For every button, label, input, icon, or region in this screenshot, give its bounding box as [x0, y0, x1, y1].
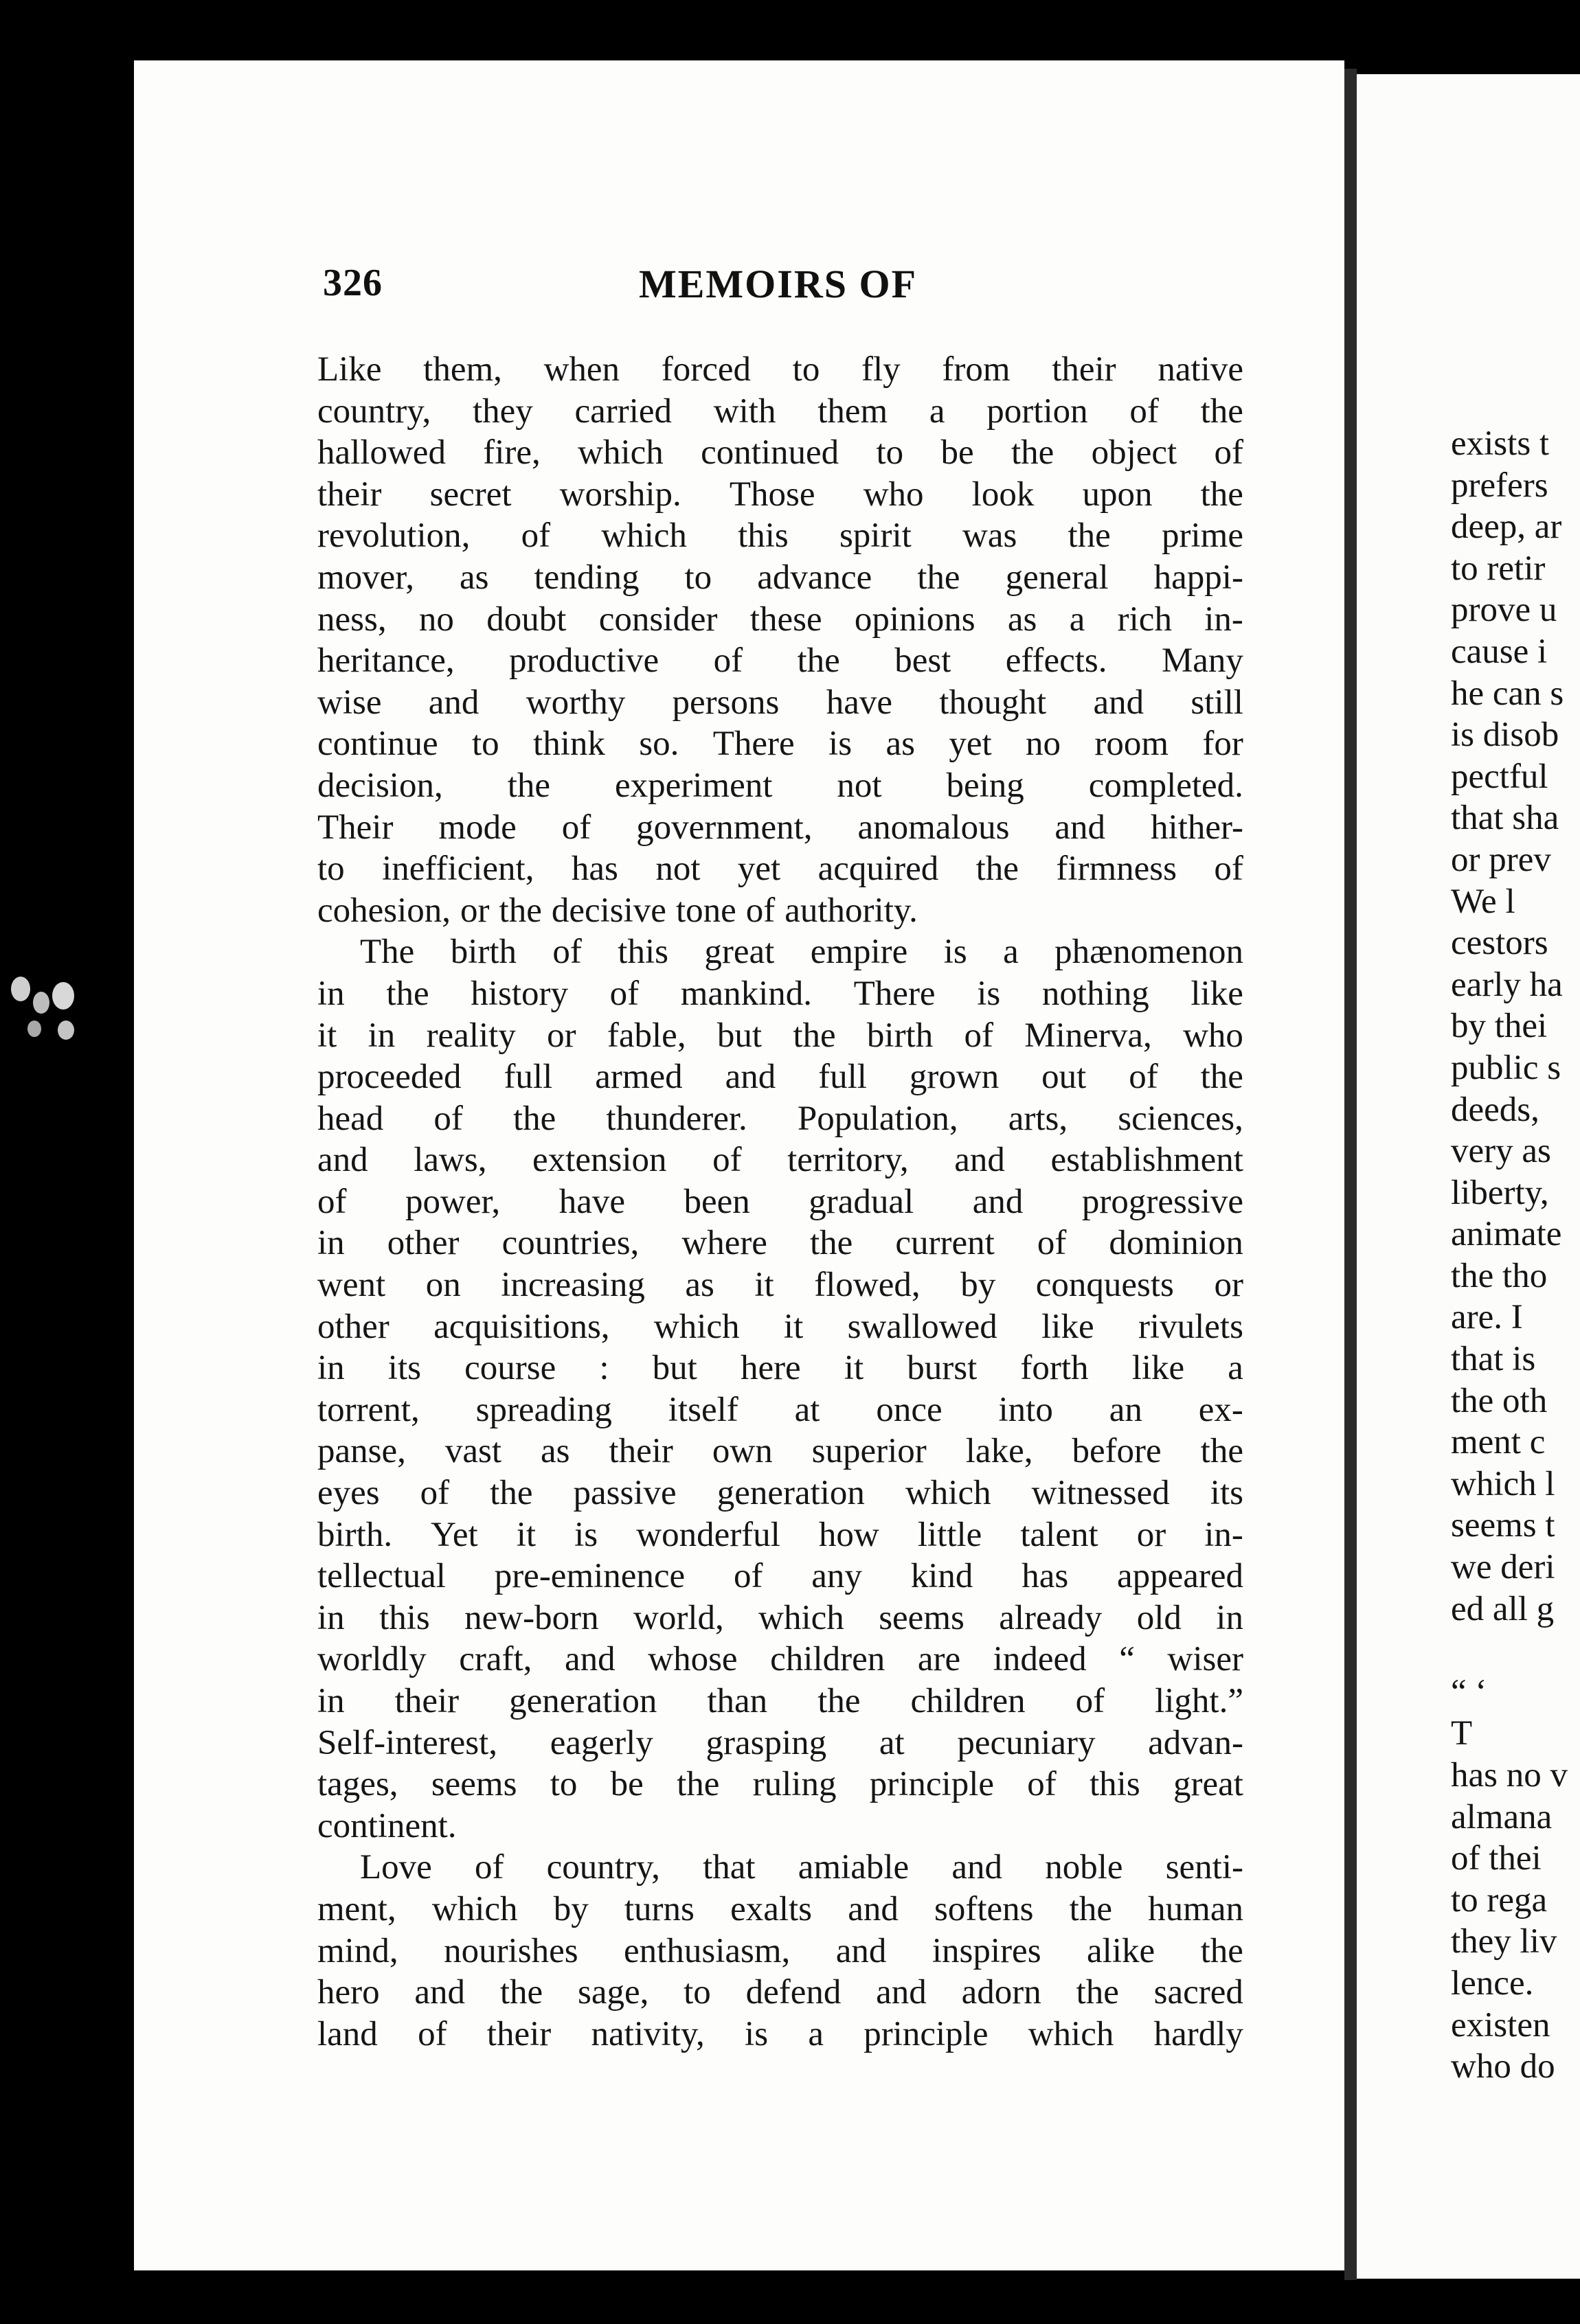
text-line: in this new-born world, which seems already old in: [317, 1598, 1243, 1637]
right-text-line: they liv: [1451, 1922, 1557, 1961]
text-line: in its course : but here it burst forth like a: [317, 1349, 1243, 1388]
margin-smudge-marks: [0, 968, 103, 1051]
right-text-line: animate: [1451, 1215, 1562, 1254]
text-line: mover, as tending to advance the general happi-: [317, 558, 1243, 597]
text-line: tellectual pre-eminence of any kind has appeared: [317, 1557, 1243, 1596]
text-line: their secret worship. Those who look upon the: [317, 475, 1243, 514]
right-text-line: ment c: [1451, 1423, 1546, 1462]
text-line: and laws, extension of territory, and establishment: [317, 1141, 1243, 1180]
right-text-line: lence.: [1451, 1963, 1534, 2003]
text-line: eyes of the passive generation which witnessed its: [317, 1474, 1243, 1513]
book-gutter: [1344, 69, 1357, 2280]
text-line: it in reality or fable, but the birth of Minerva, who: [317, 1016, 1243, 1055]
right-text-line: deep, ar: [1451, 508, 1562, 547]
text-line: went on increasing as it flowed, by conquests or: [317, 1266, 1243, 1305]
text-line: heritance, productive of the best effects. Many: [317, 641, 1243, 681]
right-text-line: public s: [1451, 1048, 1561, 1087]
text-line: hallowed fire, which continued to be the object of: [317, 433, 1243, 472]
right-text-line: exists t: [1451, 424, 1550, 463]
text-line: mind, nourishes enthusiasm, and inspires alike the: [317, 1931, 1243, 1970]
page-number: 326: [323, 262, 383, 304]
text-line: country, they carried with them a portion of the: [317, 391, 1243, 431]
right-text-line: existen: [1451, 2005, 1550, 2044]
text-line: of power, have been gradual and progressive: [317, 1182, 1243, 1221]
right-page-text: [1357, 423, 1580, 2088]
right-text-line: prove u: [1451, 591, 1557, 630]
right-text-line: we deri: [1451, 1548, 1555, 1587]
right-text-line: he can s: [1451, 674, 1564, 713]
right-text-line: to rega: [1451, 1880, 1548, 1919]
text-line: other acquisitions, which it swallowed like rivulets: [317, 1307, 1243, 1346]
right-text-line: or prev: [1451, 840, 1551, 879]
right-text-line: pectful: [1451, 757, 1548, 796]
right-text-line: ed all g: [1451, 1589, 1555, 1628]
text-line: continue to think so. There is as yet no room for: [317, 725, 1243, 764]
text-line: in other countries, where the current of dominion: [317, 1224, 1243, 1263]
right-text-line: the oth: [1451, 1381, 1548, 1420]
text-line: Like them, when forced to fly from their native: [317, 350, 1243, 389]
right-text-line: T: [1451, 1714, 1473, 1753]
running-head: MEMOIRS OF: [639, 262, 918, 306]
text-line: torrent, spreading itself at once into an ex-: [317, 1390, 1243, 1429]
text-line: ness, no doubt consider these opinions as a rich in-: [317, 600, 1243, 639]
text-line: in the history of mankind. There is nothing like: [317, 974, 1243, 1013]
text-line: The birth of this great empire is a phænomenon: [360, 933, 1243, 972]
right-text-line: cause i: [1451, 632, 1548, 671]
text-line: wise and worthy persons have thought and still: [317, 683, 1243, 722]
text-line: Self-interest, eagerly grasping at pecuniary advan-: [317, 1723, 1243, 1762]
right-text-line: early ha: [1451, 965, 1563, 1004]
right-text-line: [1451, 1630, 1580, 1672]
text-line: revolution, of which this spirit was the prime: [317, 516, 1243, 556]
text-line: tages, seems to be the ruling principle of this great: [317, 1765, 1243, 1804]
right-text-line: liberty,: [1451, 1173, 1549, 1212]
text-line: cohesion, or the decisive tone of authority.: [317, 891, 918, 930]
right-text-line: are. I: [1451, 1298, 1523, 1337]
right-text-line: very as: [1451, 1132, 1551, 1171]
right-text-line: seems t: [1451, 1506, 1555, 1545]
right-text-line: who do: [1451, 2047, 1555, 2086]
text-line: panse, vast as their own superior lake, before the: [317, 1432, 1243, 1471]
right-text-line: cestors: [1451, 924, 1548, 963]
right-page: [1357, 74, 1580, 2279]
text-line: birth. Yet it is wonderful how little talent or in-: [317, 1515, 1243, 1554]
text-line: land of their nativity, is a principle which hardly: [317, 2014, 1243, 2053]
right-text-line: has no v: [1451, 1756, 1568, 1795]
right-text-line: “ ‘: [1451, 1672, 1487, 1711]
text-line: proceeded full armed and full grown out of the: [317, 1058, 1243, 1097]
right-text-line: almana: [1451, 1797, 1553, 1836]
right-text-line: by thei: [1451, 1007, 1548, 1046]
text-line: worldly craft, and whose children are indeed “ wiser: [317, 1640, 1243, 1679]
right-text-line: that sha: [1451, 799, 1559, 838]
right-text-line: to retir: [1451, 549, 1546, 588]
right-text-line: which l: [1451, 1464, 1555, 1503]
text-line: continent.: [317, 1806, 457, 1845]
page-header: [323, 261, 1243, 316]
text-line: hero and the sage, to defend and adorn the sacred: [317, 1973, 1243, 2012]
right-text-line: that is: [1451, 1340, 1536, 1379]
text-line: decision, the experiment not being completed.: [317, 766, 1243, 805]
right-text-line: deeds,: [1451, 1090, 1539, 1129]
right-text-line: is disob: [1451, 716, 1559, 755]
text-line: Their mode of government, anomalous and hither-: [317, 808, 1243, 847]
right-text-line: the tho: [1451, 1256, 1548, 1295]
right-text-line: prefers: [1451, 466, 1548, 505]
text-line: in their generation than the children of light.”: [317, 1682, 1243, 1720]
text-line: head of the thunderer. Population, arts, sciences,: [317, 1099, 1243, 1138]
text-line: ment, which by turns exalts and softens the human: [317, 1889, 1243, 1928]
text-line: to inefficient, has not yet acquired the firmness of: [317, 850, 1243, 889]
text-line: Love of country, that amiable and noble senti-: [360, 1848, 1243, 1887]
body-text: [317, 349, 1243, 2055]
right-text-line: We l: [1451, 882, 1515, 921]
right-text-line: of thei: [1451, 1839, 1542, 1878]
